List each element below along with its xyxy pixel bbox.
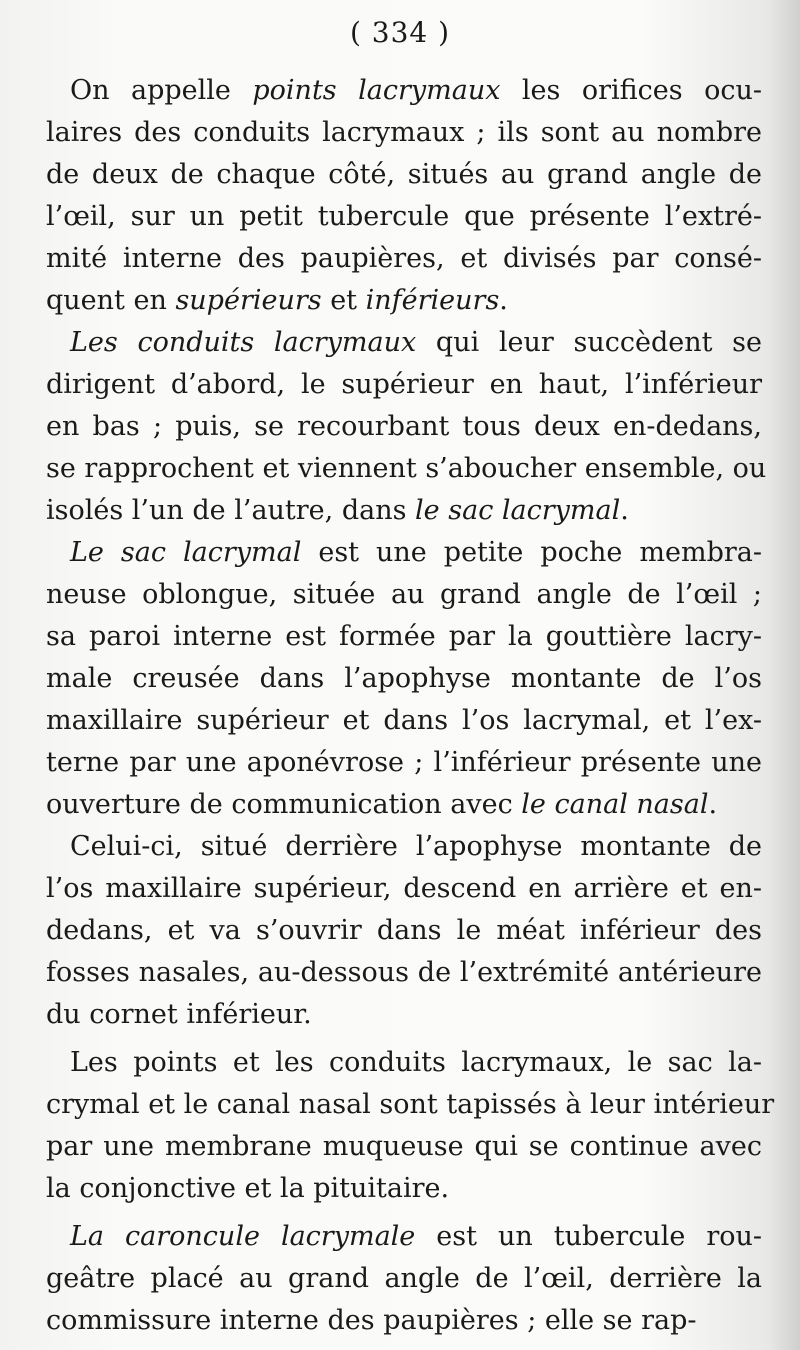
italic-term: le canal nasal [521, 789, 709, 820]
text-line: On appelle points lacrymaux les orifices ocu- [70, 75, 762, 106]
italic-term: Les conduits lacrymaux [70, 327, 417, 358]
text-line: en bas ; puis, se recourbant tous deux en-dedans, [46, 411, 762, 442]
text-line: du cornet inférieur. [46, 999, 312, 1030]
italic-term: inférieurs [365, 285, 500, 316]
text-line: isolés l’un de l’autre, dans le sac lacrymal. [46, 495, 629, 526]
text-line: terne par une aponévrose ; l’inférieur présente une [46, 747, 762, 778]
page-number: ( 334 ) [349, 16, 451, 49]
text-line: Les points et les conduits lacrymaux, le sac la- [70, 1047, 762, 1078]
text-line: de deux de chaque côté, situés au grand angle de [46, 159, 762, 190]
text-line: mité interne des paupières, et divisés par consé- [46, 243, 762, 274]
text-line: Celui-ci, situé derrière l’apophyse montante de [70, 831, 762, 862]
text-line: crymal et le canal nasal sont tapissés à leur intérieur [46, 1089, 775, 1120]
body-text [46, 70, 775, 1342]
text-line: par une membrane muqueuse qui se continue avec [46, 1131, 762, 1162]
text-line: neuse oblongue, située au grand angle de l’œil ; [46, 579, 762, 610]
text-line: male creusée dans l’apophyse montante de l’os [46, 663, 762, 694]
italic-term: supérieurs [175, 285, 322, 316]
text-line: fosses nasales, au-dessous de l’extrémité antérieure [46, 957, 762, 988]
text-line: La caroncule lacrymale est un tubercule rou- [70, 1221, 762, 1252]
text-line: laires des conduits lacrymaux ; ils sont au nombre [46, 117, 762, 148]
text-line: ouverture de communication avec le canal nasal. [46, 789, 718, 820]
italic-term: Le sac lacrymal [70, 537, 302, 568]
text-line: dirigent d’abord, le supérieur en haut, l’inférieur [46, 369, 762, 400]
text-line: dedans, et va s’ouvrir dans le méat inférieur des [46, 915, 762, 946]
text-line: maxillaire supérieur et dans l’os lacrymal, et l’ex- [46, 705, 762, 736]
italic-term: le sac lacrymal [415, 495, 621, 526]
text-line: sa paroi interne est formée par la gouttière lacry- [46, 621, 762, 652]
text-line: geâtre placé au grand angle de l’œil, derrière la [46, 1263, 762, 1294]
italic-term: La caroncule lacrymale [70, 1221, 416, 1252]
text-line: quent en supérieurs et inférieurs. [46, 285, 508, 316]
text-line: se rapprochent et viennent s’aboucher ensemble, ou [46, 453, 767, 484]
text-line: commissure interne des paupières ; elle se rap- [46, 1305, 697, 1336]
italic-term: points lacrymaux [252, 75, 501, 106]
text-line: Le sac lacrymal est une petite poche membra- [70, 537, 762, 568]
text-line: la conjonctive et la pituitaire. [46, 1173, 450, 1204]
text-line: l’œil, sur un petit tubercule que présente l’extré- [46, 201, 762, 232]
text-line: l’os maxillaire supérieur, descend en arrière et en- [46, 873, 762, 904]
text-line: Les conduits lacrymaux qui leur succèdent se [70, 327, 762, 358]
